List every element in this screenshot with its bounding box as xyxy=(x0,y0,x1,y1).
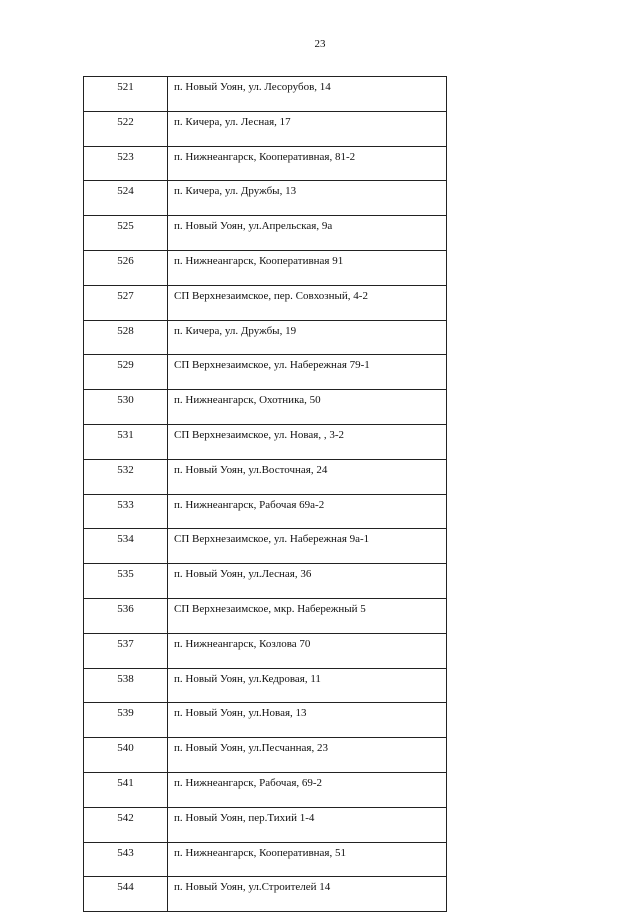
row-number: 526 xyxy=(84,250,168,285)
row-number: 540 xyxy=(84,738,168,773)
row-address: п. Новый Уоян, ул.Лесная, 36 xyxy=(168,564,447,599)
row-number: 527 xyxy=(84,285,168,320)
row-number: 521 xyxy=(84,77,168,112)
table-row xyxy=(84,285,447,320)
row-address: п. Нижнеангарск, Кооперативная, 51 xyxy=(168,842,447,877)
table-row xyxy=(84,424,447,459)
row-number: 539 xyxy=(84,703,168,738)
row-number: 534 xyxy=(84,529,168,564)
row-address: п. Новый Уоян, ул.Кедровая, 11 xyxy=(168,668,447,703)
table-row xyxy=(84,807,447,842)
row-address: п. Нижнеангарск, Рабочая, 69-2 xyxy=(168,772,447,807)
table-row xyxy=(84,564,447,599)
table-row xyxy=(84,738,447,773)
row-number: 543 xyxy=(84,842,168,877)
row-number: 529 xyxy=(84,355,168,390)
page-number: 23 xyxy=(314,38,326,50)
table-row xyxy=(84,320,447,355)
row-address: п. Нижнеангарск, Кооперативная, 81-2 xyxy=(168,146,447,181)
row-address: п. Новый Уоян, пер.Тихий 1-4 xyxy=(168,807,447,842)
row-number: 542 xyxy=(84,807,168,842)
row-number: 532 xyxy=(84,459,168,494)
row-number: 522 xyxy=(84,111,168,146)
table-row xyxy=(84,633,447,668)
row-number: 538 xyxy=(84,668,168,703)
table-row xyxy=(84,146,447,181)
row-number: 537 xyxy=(84,633,168,668)
table-row xyxy=(84,355,447,390)
row-address: п. Новый Уоян, ул.Песчанная, 23 xyxy=(168,738,447,773)
table-row xyxy=(84,494,447,529)
row-address: п. Новый Уоян, ул.Апрельская, 9а xyxy=(168,216,447,251)
row-address: п. Кичера, ул. Дружбы, 13 xyxy=(168,181,447,216)
table-row xyxy=(84,250,447,285)
table-row xyxy=(84,459,447,494)
table-row xyxy=(84,216,447,251)
row-number: 523 xyxy=(84,146,168,181)
row-number: 544 xyxy=(84,877,168,912)
table-row xyxy=(84,703,447,738)
table-row xyxy=(84,77,447,112)
row-address: СП Верхнезаимское, мкр. Набережный 5 xyxy=(168,598,447,633)
table-row xyxy=(84,842,447,877)
row-number: 530 xyxy=(84,390,168,425)
row-number: 525 xyxy=(84,216,168,251)
table-row xyxy=(84,772,447,807)
row-address: п. Нижнеангарск, Рабочая 69а-2 xyxy=(168,494,447,529)
row-address: п. Нижнеангарск, Охотника, 50 xyxy=(168,390,447,425)
row-number: 535 xyxy=(84,564,168,599)
table-row xyxy=(84,668,447,703)
row-address: п. Новый Уоян, ул.Восточная, 24 xyxy=(168,459,447,494)
row-number: 524 xyxy=(84,181,168,216)
row-address: п. Новый Уоян, ул.Строителей 14 xyxy=(168,877,447,912)
table-row xyxy=(84,181,447,216)
table-row xyxy=(84,598,447,633)
table-row xyxy=(84,877,447,912)
row-address: СП Верхнезаимское, ул. Новая, , 3-2 xyxy=(168,424,447,459)
row-number: 531 xyxy=(84,424,168,459)
row-address: СП Верхнезаимское, пер. Совхозный, 4-2 xyxy=(168,285,447,320)
row-address: п. Новый Уоян, ул. Лесорубов, 14 xyxy=(168,77,447,112)
row-address: п. Кичера, ул. Лесная, 17 xyxy=(168,111,447,146)
row-number: 528 xyxy=(84,320,168,355)
row-number: 533 xyxy=(84,494,168,529)
row-address: СП Верхнезаимское, ул. Набережная 9а-1 xyxy=(168,529,447,564)
table-row xyxy=(84,390,447,425)
table-row xyxy=(84,529,447,564)
row-address: п. Нижнеангарск, Кооперативная 91 xyxy=(168,250,447,285)
address-table-body xyxy=(84,77,447,912)
row-address: п. Кичера, ул. Дружбы, 19 xyxy=(168,320,447,355)
row-number: 536 xyxy=(84,598,168,633)
row-address: СП Верхнезаимское, ул. Набережная 79-1 xyxy=(168,355,447,390)
row-number: 541 xyxy=(84,772,168,807)
address-table xyxy=(83,76,447,912)
table-row xyxy=(84,111,447,146)
row-address: п. Новый Уоян, ул.Новая, 13 xyxy=(168,703,447,738)
row-address: п. Нижнеангарск, Козлова 70 xyxy=(168,633,447,668)
